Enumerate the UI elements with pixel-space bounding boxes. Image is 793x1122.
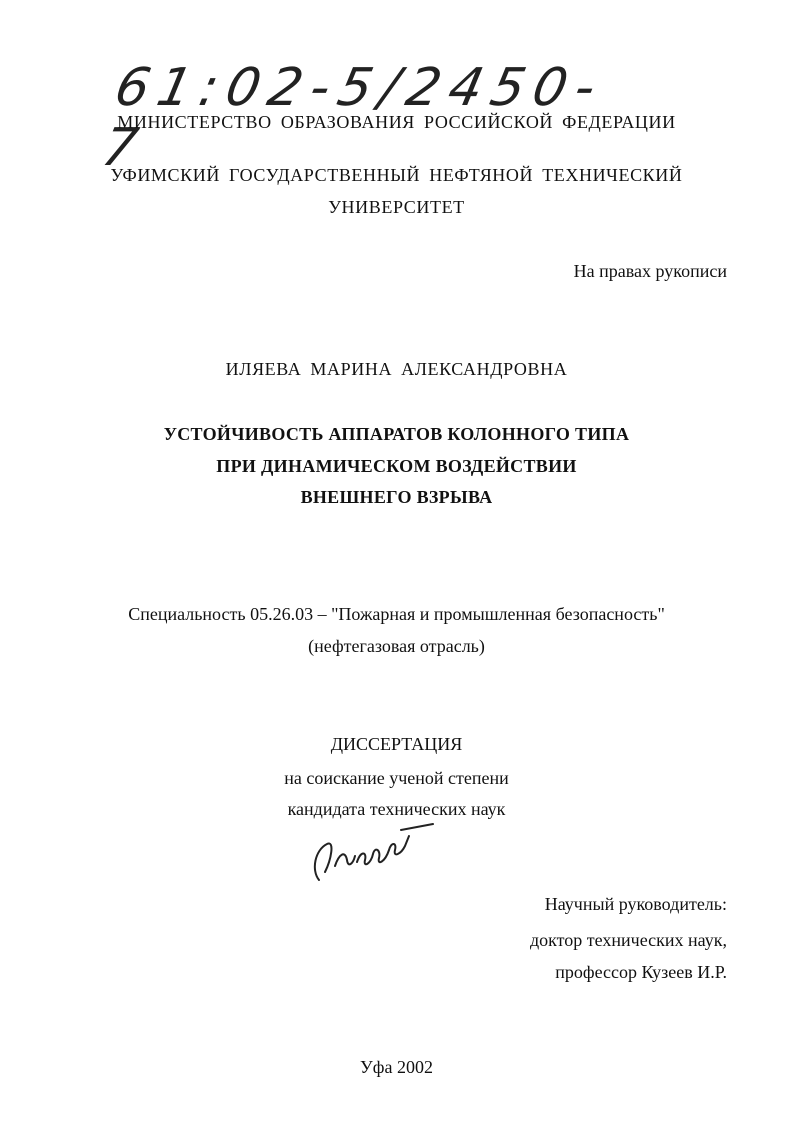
author-signature [305,820,435,890]
supervisor-degree: доктор технических наук, [530,930,727,950]
ministry-name: МИНИСТЕРСТВО ОБРАЗОВАНИЯ РОССИЙСКОЙ ФЕДЕРАЦИИ [117,112,676,132]
dissertation-title-line2: ПРИ ДИНАМИЧЕСКОМ ВОЗДЕЙСТВИИ [216,456,577,476]
degree-line2: кандидата технических наук [287,799,506,819]
manuscript-rights: На правах рукописи [573,261,727,281]
university-name-line2: УНИВЕРСИТЕТ [328,197,465,217]
city-year: Уфа 2002 [360,1057,433,1077]
dissertation-title-line1: УСТОЙЧИВОСТЬ АППАРАТОВ КОЛОННОГО ТИПА [163,424,630,444]
author-name: ИЛЯЕВА МАРИНА АЛЕКСАНДРОВНА [225,359,568,379]
supervisor-name: профессор Кузеев И.Р. [555,962,727,982]
specialty-line2: (нефтегазовая отрасль) [308,636,485,656]
supervisor-label: Научный руководитель: [544,894,727,914]
dissertation-label: ДИССЕРТАЦИЯ [330,734,463,754]
university-name-line1: УФИМСКИЙ ГОСУДАРСТВЕННЫЙ НЕФТЯНОЙ ТЕХНИЧЕСКИЙ [110,165,683,185]
specialty-line1: Специальность 05.26.03 – "Пожарная и промышленная безопасность" [128,604,665,624]
degree-line1: на соискание ученой степени [284,768,509,788]
dissertation-title-line3: ВНЕШНЕГО ВЗРЫВА [300,487,493,507]
archive-number-handwritten: 61:02-5/2450-7 [96,58,610,178]
